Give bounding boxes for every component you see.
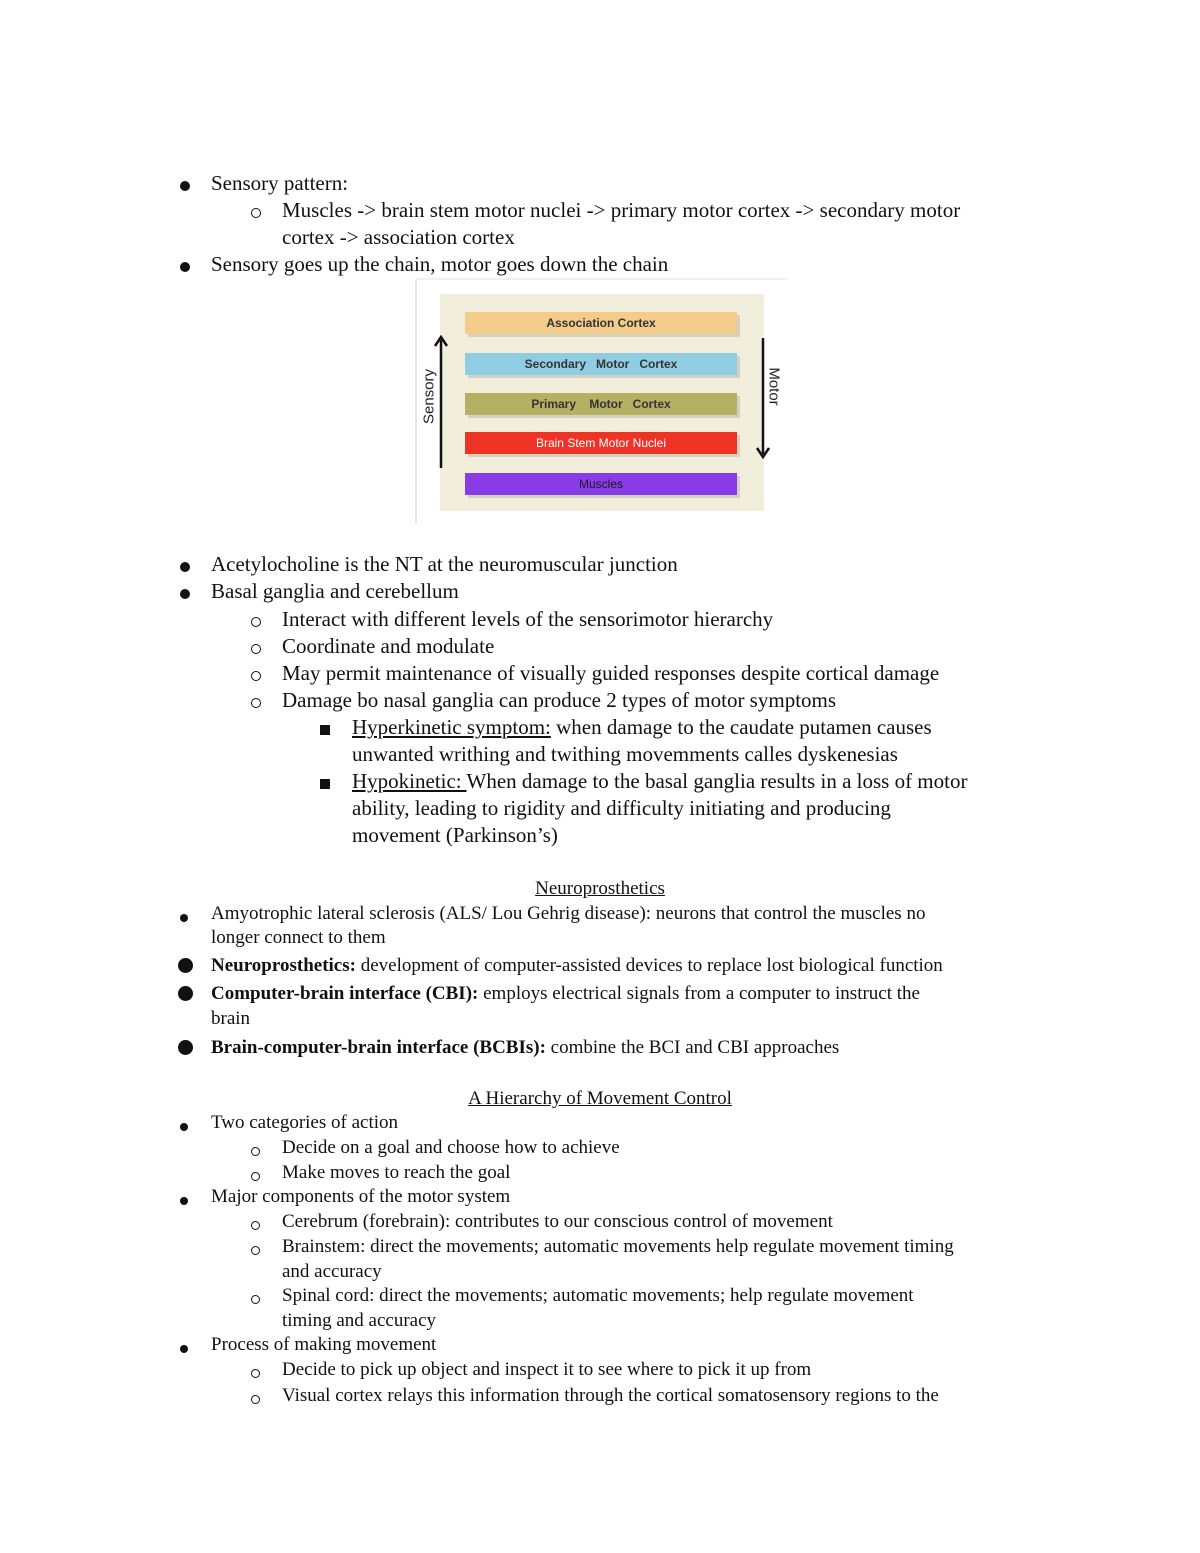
hypokinetic-term: Hypokinetic: xyxy=(352,769,467,793)
decide-goal-text: Decide on a goal and choose how to achieve xyxy=(282,1137,620,1158)
bullet-disc xyxy=(180,171,190,198)
coordinate-modulate-text: Coordinate and modulate xyxy=(282,634,495,658)
hypokinetic-line1 xyxy=(352,768,967,795)
bullet-circle xyxy=(251,1235,260,1262)
bcbi-desc: combine the BCI and CBI approaches xyxy=(545,1037,840,1058)
layer-secondary-motor-cortex: Secondary Motor Cortex xyxy=(465,353,737,375)
bullet-circle xyxy=(251,1210,260,1237)
hierarchy-heading: A Hierarchy of Movement Control xyxy=(468,1088,732,1109)
bullet-disc xyxy=(180,552,190,579)
sensory-pattern-line1: Muscles -> brain stem motor nuclei -> primary motor cortex -> secondary motor xyxy=(282,198,961,222)
cbi-desc: employs electrical signals from a computer to instruct the xyxy=(478,983,920,1004)
layer-brain-stem-motor-nuclei: Brain Stem Motor Nuclei xyxy=(465,432,737,454)
hyperkinetic-line1 xyxy=(352,714,932,741)
interact-levels-text: Interact with different levels of the sensorimotor hierarchy xyxy=(282,607,774,631)
sensorimotor-hierarchy-diagram xyxy=(415,278,787,524)
bcbi-term: Brain-computer-brain interface (BCBIs): xyxy=(211,1037,546,1058)
two-categories-text: Two categories of action xyxy=(211,1112,399,1133)
sensory-pattern-line2: cortex -> association cortex xyxy=(282,225,515,249)
bullet-disc xyxy=(180,1111,188,1138)
bullet-disc xyxy=(178,981,193,1008)
bullet-disc xyxy=(180,902,188,929)
visual-cortex-text: Visual cortex relays this information through the cortical somatosensory regions to the xyxy=(282,1385,939,1406)
image-border xyxy=(415,278,417,524)
acetylcholine-text: Acetylocholine is the NT at the neuromuscular junction xyxy=(211,552,678,576)
bullet-circle xyxy=(251,688,261,715)
layer-association-cortex: Association Cortex xyxy=(465,312,737,334)
spinal-cord-line1: Spinal cord: direct the movements; automatic movements; help regulate movement xyxy=(282,1285,914,1306)
bullet-disc xyxy=(178,953,193,980)
sensory-chain-text: Sensory goes up the chain, motor goes down the chain xyxy=(211,252,669,276)
neuroprosthetics-heading: Neuroprosthetics xyxy=(535,878,665,899)
als-line2: longer connect to them xyxy=(211,927,386,948)
bullet-circle xyxy=(251,634,261,661)
maintenance-text: May permit maintenance of visually guided responses despite cortical damage xyxy=(282,661,940,685)
bullet-disc xyxy=(180,252,190,279)
hypokinetic-line3: movement (Parkinson’s) xyxy=(352,823,558,847)
bullet-circle xyxy=(251,1358,260,1385)
sensory-pattern-label: Sensory pattern: xyxy=(211,171,349,195)
major-components-text: Major components of the motor system xyxy=(211,1186,511,1207)
brainstem-line2: and accuracy xyxy=(282,1261,382,1282)
cbi-term: Computer-brain interface (CBI): xyxy=(211,983,479,1004)
layer-primary-motor-cortex: Primary Motor Cortex xyxy=(465,393,737,415)
damage-symptoms-text: Damage bo nasal ganglia can produce 2 types of motor symptoms xyxy=(282,688,837,712)
bullet-disc xyxy=(180,1333,188,1360)
bullet-circle xyxy=(251,661,261,688)
layer-muscles: Muscles xyxy=(465,473,737,495)
hypokinetic-line2: ability, leading to rigidity and difficulty initiating and producing xyxy=(352,796,891,820)
bullet-circle xyxy=(251,607,261,634)
neuroprosthetics-desc: development of computer-assisted devices to replace lost biological function xyxy=(355,955,943,976)
bullet-disc xyxy=(180,579,190,606)
make-moves-text: Make moves to reach the goal xyxy=(282,1162,511,1183)
bullet-circle xyxy=(251,1384,260,1411)
sensory-axis-label: Sensory xyxy=(420,368,438,425)
hypokinetic-desc: When damage to the basal ganglia results in a loss of motor xyxy=(466,769,968,793)
als-line1: Amyotrophic lateral sclerosis (ALS/ Lou Gehrig disease): neurons that control the muscles no xyxy=(211,903,926,924)
image-border xyxy=(415,278,787,280)
bullet-circle xyxy=(251,1136,260,1163)
process-movement-text: Process of making movement xyxy=(211,1334,437,1355)
hyperkinetic-line2: unwanted writhing and twithing movemments calles dyskenesias xyxy=(352,742,898,766)
bullet-square xyxy=(320,715,330,742)
cbi-line1 xyxy=(211,981,920,1006)
spinal-cord-line2: timing and accuracy xyxy=(282,1310,437,1331)
basal-ganglia-text: Basal ganglia and cerebellum xyxy=(211,579,459,603)
hyperkinetic-term: Hyperkinetic symptom: xyxy=(352,715,551,739)
pick-up-object-text: Decide to pick up object and inspect it to see where to pick it up from xyxy=(282,1359,812,1380)
bullet-circle xyxy=(251,1284,260,1311)
bullet-disc xyxy=(180,1185,188,1212)
cbi-line2: brain xyxy=(211,1008,251,1029)
bcbi-def xyxy=(211,1035,839,1060)
motor-axis-label: Motor xyxy=(765,367,783,406)
bullet-disc xyxy=(178,1035,193,1062)
brainstem-line1: Brainstem: direct the movements; automatic movements help regulate movement timing xyxy=(282,1236,954,1257)
hyperkinetic-desc: when damage to the caudate putamen causes xyxy=(550,715,932,739)
bullet-circle xyxy=(251,198,261,225)
cerebrum-text: Cerebrum (forebrain): contributes to our conscious control of movement xyxy=(282,1211,833,1232)
bullet-square xyxy=(320,769,330,796)
neuroprosthetics-term: Neuroprosthetics: xyxy=(211,955,356,976)
neuroprosthetics-def xyxy=(211,953,943,978)
